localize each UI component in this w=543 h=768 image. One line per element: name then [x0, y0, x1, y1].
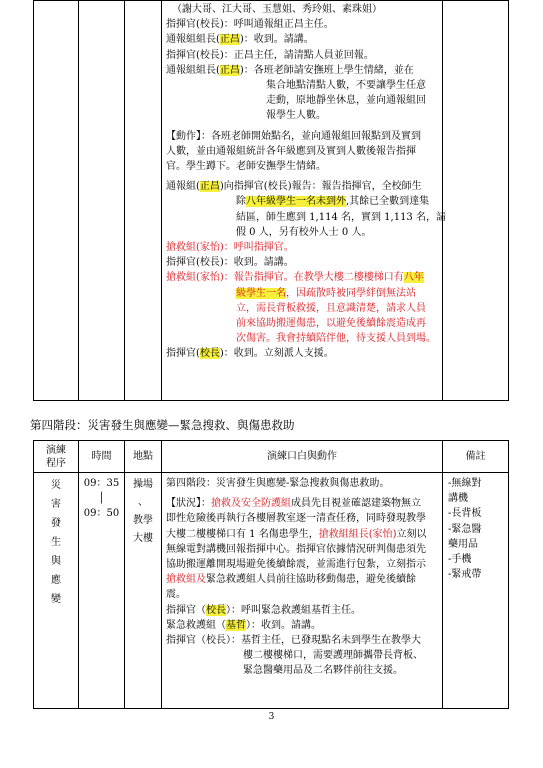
script-line: 級學生一名，因疏散時被同學絆倒無法站: [236, 287, 416, 299]
remark-cell: [443, 473, 509, 709]
script-line: 【動作】：各班老師開始點名，並向通報組回報點到及實到: [166, 130, 421, 142]
header-location: 地點: [125, 441, 162, 473]
time-start: 09：35: [83, 478, 120, 489]
script-line: 指揮官(校長)：呼叫通報組正昌主任。: [166, 19, 334, 31]
time-cell: [79, 473, 125, 709]
stage-char: 害: [51, 499, 61, 510]
location-text: 教學: [133, 515, 153, 526]
remark-line: -無線對: [448, 478, 482, 489]
stage-char: 應: [51, 575, 61, 586]
stage-char: 發: [51, 518, 61, 529]
stage-char: 生: [51, 537, 61, 548]
header-remark: 備註: [443, 441, 509, 473]
script-line: 立，需長背板救援，且意識清楚，請求人員: [236, 302, 426, 314]
stage-char: 變: [51, 594, 61, 605]
location-cell: [125, 1, 162, 401]
drill-table: [33, 440, 509, 709]
script-line: 【狀況】：搶救及安全防護組成員先目視並確認建築物無立: [166, 498, 421, 510]
location-text: 、: [138, 497, 148, 508]
time-separator: │: [98, 493, 105, 505]
script-line: （謝大哥、江大哥、玉慧姐、秀玲姐、素珠姐）: [172, 4, 382, 15]
script-line: 前來協助搬運傷患，以避免後續餘震造成再: [236, 318, 426, 330]
location-text: 大樓: [133, 533, 153, 544]
script-line: 集合地點清點人數，不要讓學生任意: [266, 80, 426, 92]
script-line: 大樓二樓樓梯口有 1 名傷患學生，搶救組組長(家怡)立刻以: [166, 528, 427, 540]
remark-line: -緊急醫: [448, 523, 482, 535]
script-line: 除八年級學生一名未到外,其餘已全數到達集: [236, 196, 430, 208]
script-line: 第四階段：災害發生與應變-緊急搜救與傷患救助。: [166, 478, 390, 489]
remark-line: 講機: [448, 493, 468, 505]
stage-char: 災: [51, 480, 61, 491]
page-number: 3: [268, 712, 275, 722]
script-line: 搶救組及緊急救護組人員前往協助移動傷患，避免後續餘: [166, 574, 416, 586]
script-line: 搶救組(家怡)：報告指揮官。在教學大樓二樓樓梯口有八年: [166, 272, 424, 284]
time-end: 09：50: [83, 508, 120, 520]
table-header-row: [34, 441, 509, 473]
script-cell: [162, 1, 446, 401]
script-line: 人數，並由通報組統計各年級應到及實到人數後報告指揮: [166, 145, 416, 157]
script-line: 指揮官（校長）：呼叫緊急救護組基哲主任。: [166, 604, 361, 616]
stage-cell: [34, 473, 79, 709]
script-line: 通報組組長(正昌)：各班老師請安撫班上學生情緒，並在: [166, 64, 414, 76]
continued-table: [33, 0, 509, 401]
script-line: 指揮官(校長)：收到。請講。: [166, 257, 294, 269]
location-text: 操場: [133, 479, 153, 490]
time-cell: [79, 1, 125, 401]
script-line: 緊急醫藥用品及二名夥伴前往支援。: [243, 665, 403, 677]
stage-cell: [34, 1, 79, 401]
script-line: 通報組組長(正昌)：收到。請講。: [166, 34, 314, 46]
script-line: 指揮官（校長）：基哲主任，已發現點名未到學生在教學大: [166, 635, 421, 647]
header-stage: 演練 程序: [34, 441, 79, 473]
script-line: 走動，原地靜坐休息，並向通報組回: [266, 95, 426, 107]
remark-line: -手機: [448, 554, 472, 566]
script-line: 無線電對講機回報指揮中心。指揮官依據情況研判傷患須先: [166, 543, 426, 555]
table-row: [34, 473, 509, 709]
script-cell: [162, 473, 443, 709]
script-line: 搶救組(家怡)：呼叫指揮官。: [166, 242, 294, 254]
script-line: 協助搬運離開現場避免後續餘震，並需進行包紮，立刻指示: [166, 559, 426, 571]
script-line: 通報組(正昌)向指揮官(校長)報告：報告指揮官，全校師生: [166, 181, 422, 193]
remark-line: -長背板: [448, 508, 482, 520]
script-line: 結區，師生應到 1,114 名，實到 1,113 名，請: [236, 211, 446, 223]
script-line: 指揮官(校長)：收到。立刻派人支援。: [166, 348, 334, 360]
stage-char: 與: [51, 556, 61, 567]
section-heading: 第四階段：災害發生與應變—緊急搜救、與傷患救助: [30, 418, 295, 432]
location-cell: [125, 473, 162, 709]
script-line: 指揮官(校長)：正昌主任，請清點人員並回報。: [166, 49, 374, 61]
script-line: 緊急救護組（基哲）：收到。請講。: [166, 619, 321, 631]
remark-line: -緊戒帶: [448, 569, 482, 581]
script-line: 假 0 人，另有校外人士 0 人。: [236, 226, 372, 238]
remark-line: 藥用品: [448, 538, 478, 550]
header-script: 演練口白與動作: [162, 441, 443, 473]
script-line: 震。: [166, 589, 186, 601]
script-line: 即性危險後再執行各樓層教室逐一清查任務，同時發現教學: [166, 513, 426, 525]
header-time: 時間: [79, 441, 125, 473]
script-line: 報學生人數。: [266, 110, 326, 122]
script-line: 官。學生蹲下。老師安撫學生情緒。: [166, 161, 326, 173]
remark-cell: [443, 1, 509, 401]
script-line: 樓二樓樓梯口，需要護理師攜帶長背板、: [243, 650, 423, 662]
script-line: 次傷害。我會持續陪伴他，待支援人員到場。: [236, 333, 436, 345]
